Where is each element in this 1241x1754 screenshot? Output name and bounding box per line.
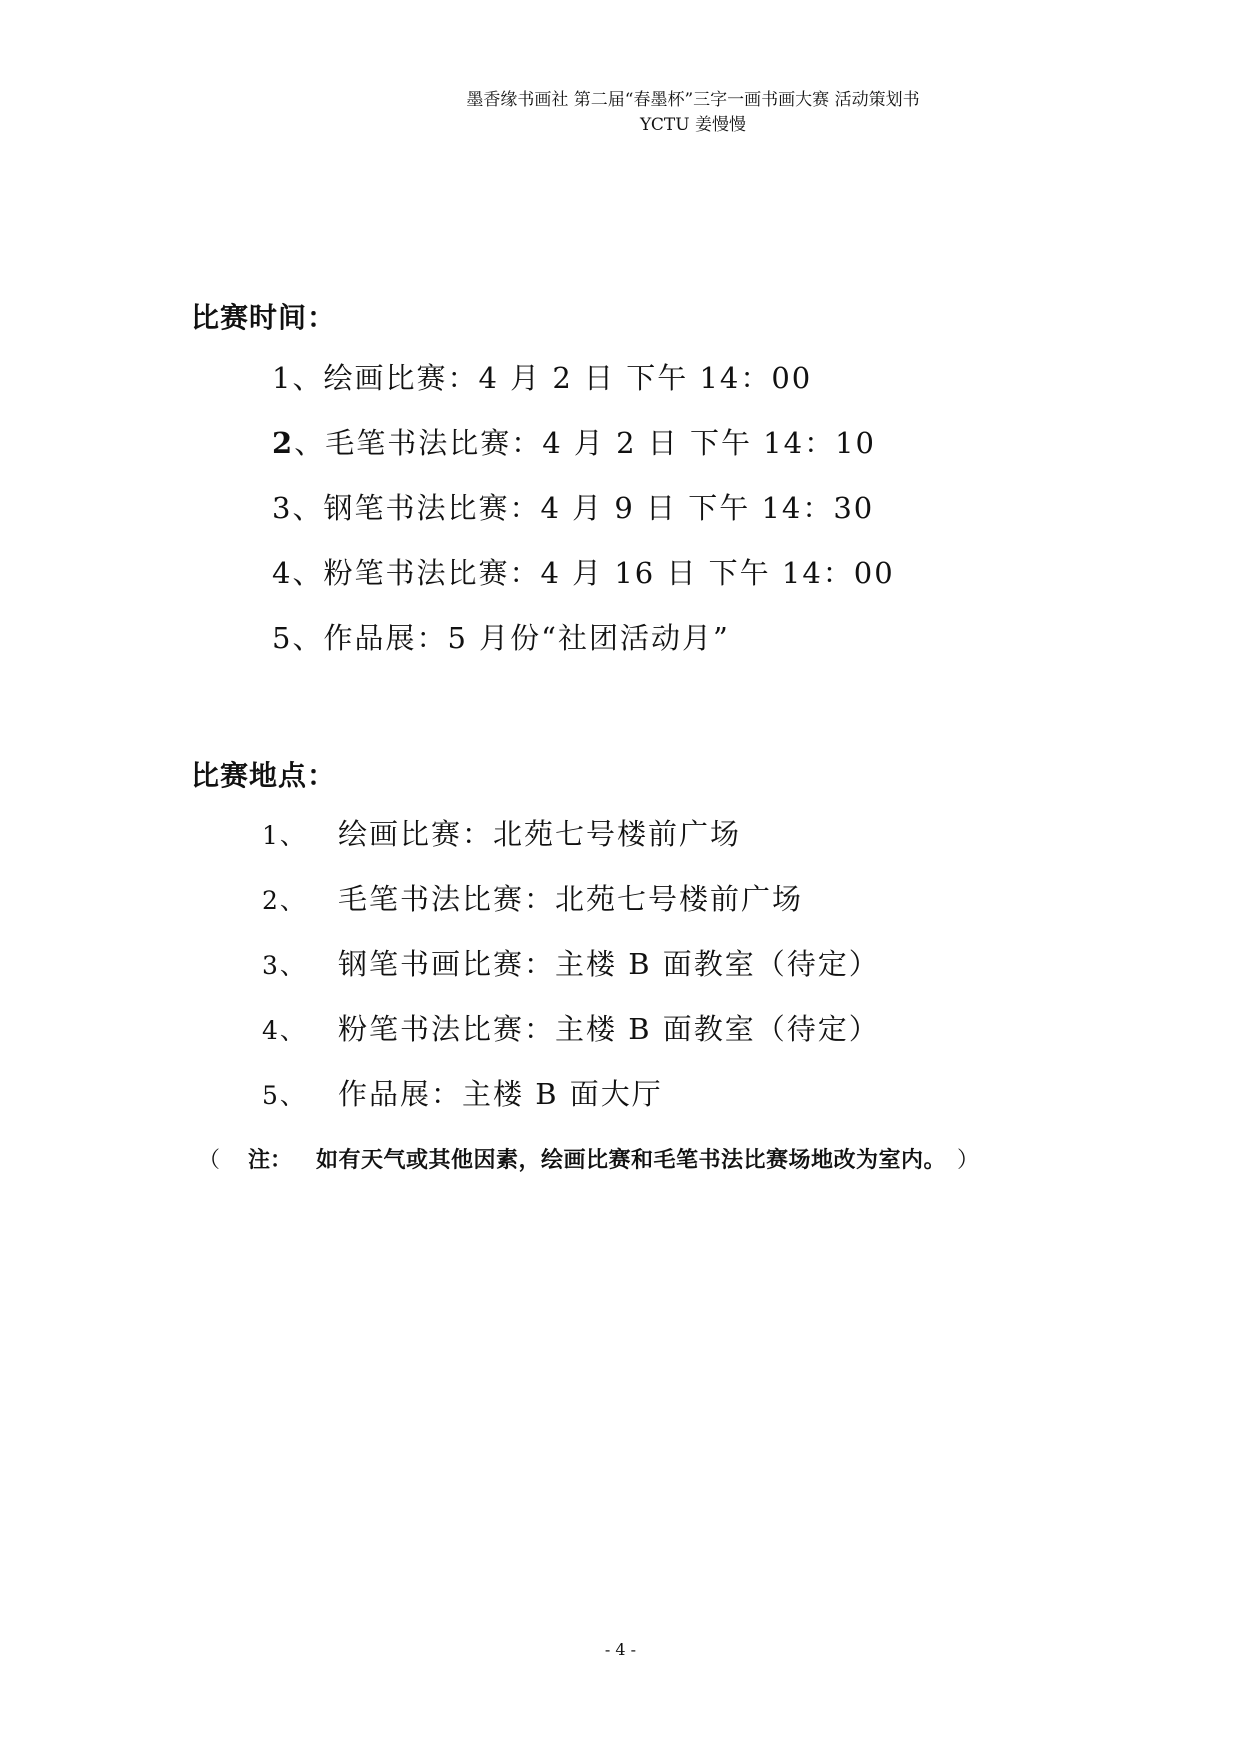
item-number: 3 [272,491,293,525]
list-item [262,814,880,879]
item-number: 1、 [262,821,307,850]
list-item [272,618,895,683]
item-text: 毛笔书法比赛：北苑七号楼前广场 [338,882,804,916]
item-number: 4 [272,556,293,590]
item-text: 、钢笔书法比赛：4 月 9 日 下午 14：30 [292,491,875,525]
item-text: 钢笔书画比赛：主楼 B 面教室（待定） [338,947,880,981]
list-item [262,1009,880,1074]
competition-time-list [272,358,895,683]
header-title: 墨香缘书画社 第二届“春墨杯”三字一画书画大赛 活动策划书 [466,90,920,110]
note-text: 如有天气或其他因素，绘画比赛和毛笔书法比赛场地改为室内。 [316,1148,936,1173]
page-header [0,88,1241,138]
list-item [272,358,895,423]
item-text: 、粉笔书法比赛：4 月 16 日 下午 14：00 [292,556,895,590]
note-open-paren: （ [198,1148,221,1173]
item-text: 粉笔书法比赛：主楼 B 面教室（待定） [338,1012,880,1046]
item-number: 5、 [262,1081,307,1110]
item-text: 、绘画比赛：4 月 2 日 下午 14：00 [292,361,813,395]
list-item [272,553,895,618]
item-text: 、作品展：5 月份“社团活动月” [292,621,730,655]
item-number: 2 [272,426,295,460]
note-close-paren: ） [957,1148,980,1173]
weather-note [198,1146,979,1176]
competition-place-list [262,814,880,1139]
list-item [262,879,880,944]
item-text: 、毛笔书法比赛：4 月 2 日 下午 14：10 [294,426,876,460]
list-item [272,423,895,488]
list-item [262,944,880,1009]
competition-place-heading: 比赛地点： [191,759,337,792]
note-label: 注： [248,1148,293,1173]
item-number: 5 [272,621,293,655]
header-author: YCTU 姜慢慢 [639,115,746,135]
item-number: 3、 [262,951,307,980]
item-number: 4、 [262,1016,307,1045]
list-item [262,1074,880,1139]
page-number: - 4 - [604,1640,637,1659]
list-item [272,488,895,553]
item-text: 作品展：主楼 B 面大厅 [338,1077,663,1111]
competition-time-heading: 比赛时间： [191,301,337,334]
item-number: 1 [272,361,293,395]
item-number: 2、 [262,886,307,915]
item-text: 绘画比赛：北苑七号楼前广场 [338,817,742,851]
